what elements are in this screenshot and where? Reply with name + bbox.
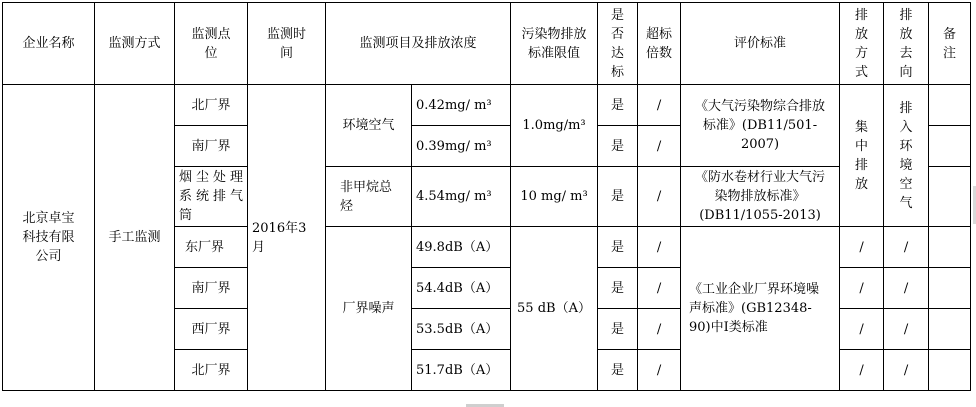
header-item: 监测项目及排放浓度 [326, 3, 511, 85]
over-cell: / [638, 85, 681, 126]
value-cell: 4.54mg/ m³ [412, 167, 511, 227]
header-limit: 污染物排放标准限值 [511, 3, 598, 85]
header-row [3, 3, 971, 85]
standard-air: 《大气污染物综合排放标准》(DB11/501-2007) [681, 85, 840, 167]
header-standard: 评价标准 [681, 3, 840, 85]
discharge-mode-cell: / [840, 227, 884, 268]
remark-cell [929, 167, 971, 227]
discharge-to-cell: / [884, 350, 929, 391]
value-cell: 51.7dB（A） [412, 350, 511, 391]
over-cell: / [638, 350, 681, 391]
meet-cell: 是 [598, 309, 638, 350]
over-cell: / [638, 227, 681, 268]
over-cell: / [638, 268, 681, 309]
table-row [3, 85, 971, 126]
header-company: 企业名称 [3, 3, 95, 85]
company-cell: 北京卓宝科技有限公司 [3, 85, 95, 391]
remark-cell [929, 268, 971, 309]
header-remark: 备注 [929, 3, 971, 85]
point-cell: 烟尘处理系统排气筒 [175, 167, 248, 227]
limit-noise: 55 dB（A） [511, 227, 598, 391]
remark-cell [929, 309, 971, 350]
over-cell: / [638, 309, 681, 350]
item-noise: 厂界噪声 [326, 227, 412, 391]
value-cell: 0.42mg/ m³ [412, 85, 511, 126]
over-cell: / [638, 167, 681, 227]
discharge-mode-cell: / [840, 350, 884, 391]
point-cell: 北厂界 [175, 85, 248, 126]
header-over: 超标倍数 [638, 3, 681, 85]
point-cell: 东厂界 [175, 227, 248, 268]
meet-cell: 是 [598, 350, 638, 391]
value-cell: 53.5dB（A） [412, 309, 511, 350]
discharge-to-cell: / [884, 309, 929, 350]
over-cell: / [638, 126, 681, 167]
limit-air: 1.0mg/m³ [511, 85, 598, 167]
discharge-mode-top: 集中排放 [840, 85, 884, 227]
meet-cell: 是 [598, 268, 638, 309]
header-time: 监测时间 [248, 3, 326, 85]
meet-cell: 是 [598, 126, 638, 167]
item-nmhc: 非甲烷总烃 [326, 167, 412, 227]
monitoring-table [2, 2, 971, 391]
point-cell: 南厂界 [175, 268, 248, 309]
value-cell: 54.4dB（A） [412, 268, 511, 309]
discharge-mode-cell: / [840, 268, 884, 309]
meet-cell: 是 [598, 227, 638, 268]
point-cell: 北厂界 [175, 350, 248, 391]
remark-cell [929, 227, 971, 268]
meet-cell: 是 [598, 85, 638, 126]
method-cell: 手工监测 [95, 85, 175, 391]
header-point: 监测点位 [175, 3, 248, 85]
remark-cell [929, 126, 971, 167]
value-cell: 0.39mg/ m³ [412, 126, 511, 167]
standard-nmhc: 《防水卷材行业大气污染物排放标准》(DB11/1055-2013) [681, 167, 840, 227]
meet-cell: 是 [598, 167, 638, 227]
time-cell: 2016年3月 [248, 85, 326, 391]
header-meet: 是否达标 [598, 3, 638, 85]
remark-cell [929, 85, 971, 126]
header-discharge-mode: 排放方式 [840, 3, 884, 85]
discharge-to-cell: / [884, 227, 929, 268]
discharge-to-cell: / [884, 268, 929, 309]
value-cell: 49.8dB（A） [412, 227, 511, 268]
discharge-to-top: 排入环境空气 [884, 85, 929, 227]
item-air: 环境空气 [326, 85, 412, 167]
point-cell: 西厂界 [175, 309, 248, 350]
discharge-mode-cell: / [840, 309, 884, 350]
header-discharge-to: 排放去向 [884, 3, 929, 85]
remark-cell [929, 350, 971, 391]
point-cell: 南厂界 [175, 126, 248, 167]
limit-nmhc: 10 mg/ m³ [511, 167, 598, 227]
standard-noise: 《工业企业厂界环境噪声标准》(GB12348-90)中Ⅰ类标准 [681, 227, 840, 391]
header-method: 监测方式 [95, 3, 175, 85]
